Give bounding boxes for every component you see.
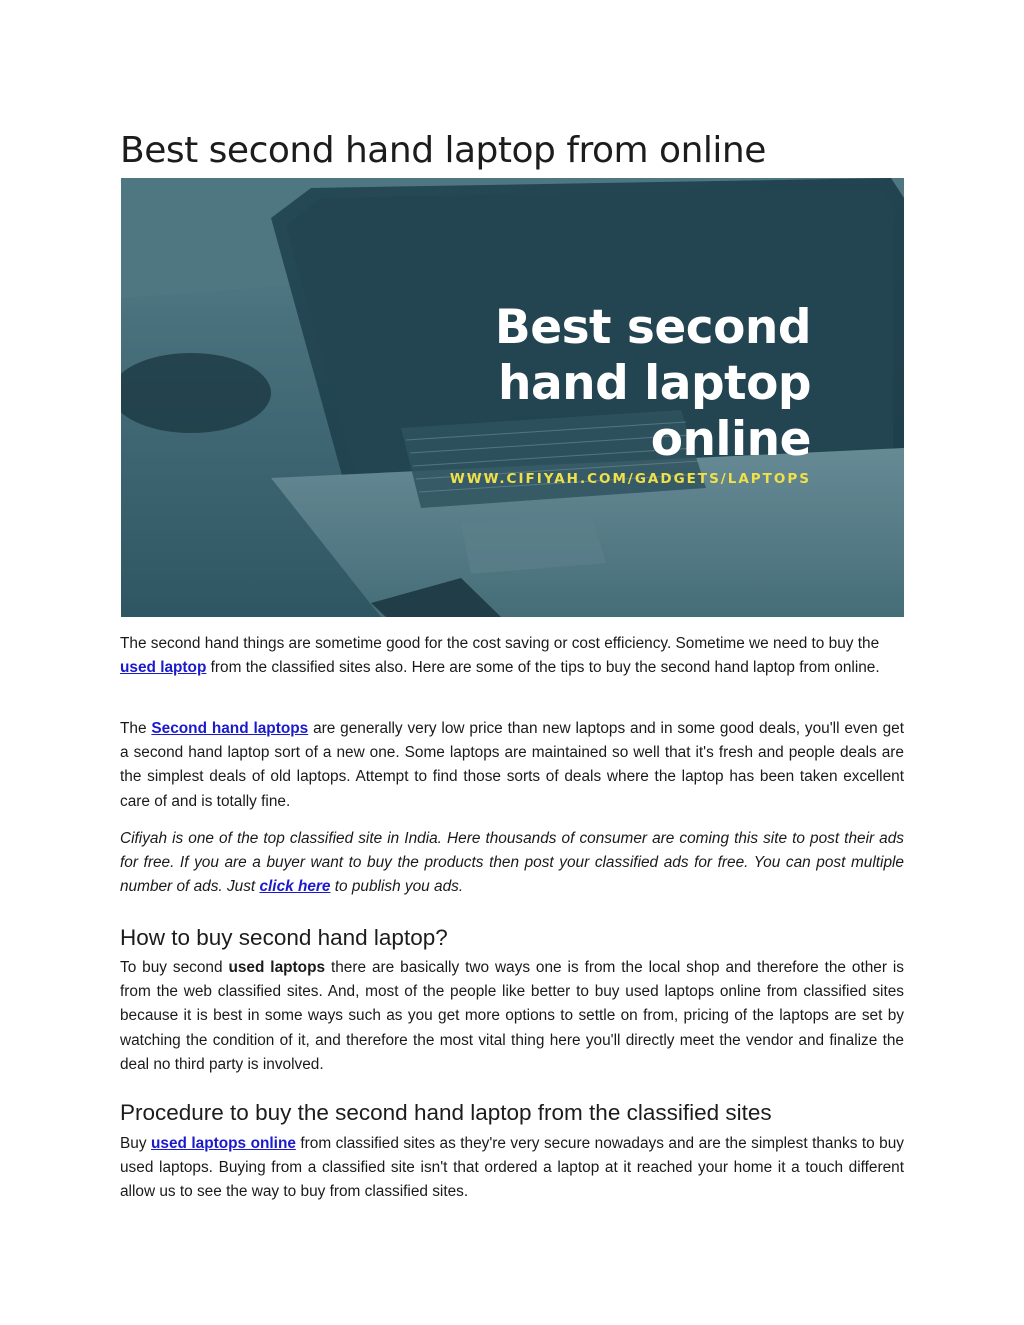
intro-text-start: The second hand things are sometime good for the cost saving or cost efficiency. Sometime we need to buy the [120, 635, 880, 652]
procedure-text-end: from classified sites as they're very secure nowadays and are the simplest thanks to buy used laptops. Buying from a classified site isn't that ordered a laptop at it reached your home it a touch different allow us to see the way to buy from classified sites. [120, 1135, 905, 1201]
cifiyah-text-end: to publish you ads. [330, 878, 464, 896]
hero-title-line-3: online [650, 412, 811, 467]
hero-title-line-1: Best second [494, 300, 811, 355]
second-hand-text-end: are generally very low price than new laptops and in some good deals, you'll even get a second hand laptop sort of a new one. Some laptops are maintained so well that it's fresh and people deals are the simplest deals of old laptops. Attempt to find those sorts of deals where the laptop has been taken excellent care of and is totally fine. [120, 720, 904, 810]
used-laptops-bold: used laptops [228, 959, 326, 976]
how-to-buy-heading: How to buy second hand laptop? [120, 925, 448, 950]
how-to-buy-paragraph [120, 956, 904, 1077]
second-hand-text-start: The [120, 720, 152, 737]
procedure-text-start: Buy [120, 1135, 151, 1152]
intro-paragraph [120, 632, 904, 680]
cifiyah-paragraph [120, 827, 904, 900]
document-title: Best second hand laptop from online [120, 130, 766, 171]
second-hand-laptops-link[interactable]: Second hand laptops [151, 720, 309, 737]
hero-image [121, 178, 904, 617]
intro-text-end: from the classified sites also. Here are some of the tips to buy the second hand laptop from online. [206, 659, 880, 677]
how-to-buy-text-start: To buy second [120, 959, 229, 976]
hero-url: WWW.CIFIYAH.COM/GADGETS/LAPTOPS [449, 471, 811, 487]
how-to-buy-text-end: there are basically two ways one is from the local shop and therefore the other is from the web classified sites. And, most of the people like better to buy used laptops online from classified sites because it is best in some ways such as you get more options to settle on from, pricing of the laptops are set by watching the condition of it, and therefore the most vital thing here you'll directly meet the vendor and finalize the deal no third party is involved. [120, 959, 905, 1073]
procedure-paragraph [120, 1132, 904, 1205]
hero-caption [411, 300, 811, 488]
cifiyah-text-start: Cifiyah is one of the top classified site in India. Here thousands of consumer are coming this site to post their ads for free. If you are a buyer want to buy the products then post your classified ads for free. You can post multiple number of ads. Just [120, 830, 904, 896]
used-laptops-online-link[interactable]: used laptops online [151, 1135, 296, 1152]
hero-title-line-2: hand laptop [497, 356, 811, 411]
procedure-heading: Procedure to buy the second hand laptop from the classified sites [120, 1100, 772, 1125]
click-here-link[interactable]: click here [259, 878, 331, 896]
second-hand-paragraph [120, 717, 904, 814]
used-laptop-link[interactable]: used laptop [120, 659, 207, 677]
